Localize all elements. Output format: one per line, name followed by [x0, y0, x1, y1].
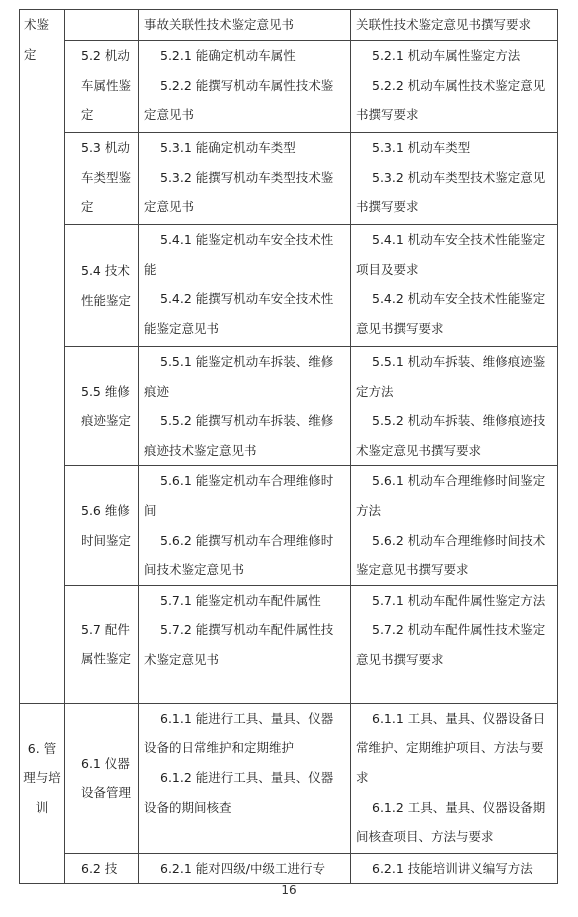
table-cell	[65, 10, 139, 41]
knowledge-item: 5.7.2 机动车配件属性技术鉴定意见书撰写要求	[356, 622, 546, 667]
knowledge-cell	[351, 133, 558, 225]
skills-cell	[139, 133, 351, 225]
knowledge-item: 6.1.1 工具、量具、仪器设备日常维护、定期维护项目、方法与要求	[356, 710, 546, 785]
unit-cell: 6.1 仪器设备管理	[65, 703, 139, 853]
table-cell: 事故关联性技术鉴定意见书	[139, 10, 351, 41]
knowledge-item: 5.2.2 机动车属性技术鉴定意见书撰写要求	[356, 77, 546, 123]
section-title: 6. 管理与培训	[20, 703, 65, 884]
knowledge-item: 5.6.2 机动车合理维修时间技术鉴定意见书撰写要求	[356, 532, 546, 578]
skill-item: 5.6.1 能鉴定机动车合理维修时间	[144, 473, 334, 518]
standards-table	[19, 9, 558, 884]
skill-item: 6.1.1 能进行工具、量具、仪器设备的日常维护和定期维护	[144, 710, 334, 756]
skill-item: 5.2.1 能确定机动车属性	[160, 48, 296, 63]
table-row	[20, 853, 558, 884]
table-row	[20, 133, 558, 225]
table-row	[20, 10, 558, 41]
skill-item: 5.2.2 能撰写机动车属性技术鉴定意见书	[144, 77, 334, 123]
knowledge-item: 5.4.1 机动车安全技术性能鉴定项目及要求	[356, 232, 546, 277]
knowledge-item: 5.5.2 机动车拆装、维修痕迹技术鉴定意见书撰写要求	[356, 413, 546, 458]
skills-cell	[139, 703, 351, 853]
knowledge-item: 6.1.2 工具、量具、仪器设备期间核查项目、方法与要求	[356, 799, 546, 845]
table-row	[20, 585, 558, 703]
page-number: 16	[281, 883, 297, 897]
unit-cell: 5.5 维修痕迹鉴定	[65, 347, 139, 466]
knowledge-item: 5.5.1 机动车拆装、维修痕迹鉴定方法	[356, 354, 546, 399]
table-row	[20, 703, 558, 853]
table-cell: 关联性技术鉴定意见书撰写要求	[351, 10, 558, 41]
table-row	[20, 466, 558, 585]
skills-cell	[139, 466, 351, 585]
unit-cell: 5.7 配件属性鉴定	[65, 585, 139, 703]
knowledge-cell	[351, 703, 558, 853]
unit-cell: 5.6 维修时间鉴定	[65, 466, 139, 585]
skill-item: 5.3.2 能撰写机动车类型技术鉴定意见书	[144, 169, 334, 215]
unit-cell: 6.2 技	[65, 853, 139, 884]
table-row	[20, 347, 558, 466]
knowledge-cell	[351, 853, 558, 884]
skill-item: 6.2.1 能对四级/中级工进行专	[160, 860, 325, 876]
skill-item: 5.4.2 能撰写机动车安全技术性能鉴定意见书	[144, 291, 334, 336]
unit-cell: 5.3 机动车类型鉴定	[65, 133, 139, 225]
skill-item: 5.4.1 能鉴定机动车安全技术性能	[144, 232, 334, 277]
skill-item: 5.7.2 能撰写机动车配件属性技术鉴定意见书	[144, 622, 334, 667]
knowledge-cell	[351, 585, 558, 703]
skills-cell	[139, 347, 351, 466]
knowledge-cell	[351, 41, 558, 133]
knowledge-cell	[351, 347, 558, 466]
skills-cell	[139, 41, 351, 133]
knowledge-cell	[351, 225, 558, 347]
skills-cell	[139, 225, 351, 347]
knowledge-cell	[351, 466, 558, 585]
skill-item: 5.5.2 能撰写机动车拆装、维修痕迹技术鉴定意见书	[144, 413, 334, 458]
unit-cell: 5.4 技术性能鉴定	[65, 225, 139, 347]
table-row	[20, 41, 558, 133]
knowledge-item: 5.6.1 机动车合理维修时间鉴定方法	[356, 473, 546, 518]
knowledge-item: 5.7.1 机动车配件属性鉴定方法	[372, 592, 546, 608]
knowledge-item: 5.3.2 机动车类型技术鉴定意见书撰写要求	[356, 169, 546, 215]
skill-item: 5.6.2 能撰写机动车合理维修时间技术鉴定意见书	[144, 532, 334, 578]
skill-item: 5.7.1 能鉴定机动车配件属性	[160, 592, 321, 608]
unit-cell: 5.2 机动车属性鉴定	[65, 41, 139, 133]
knowledge-item: 5.3.1 机动车类型	[372, 140, 471, 155]
knowledge-item: 5.2.1 机动车属性鉴定方法	[372, 48, 521, 63]
skills-cell	[139, 853, 351, 884]
table-row	[20, 225, 558, 347]
skills-cell	[139, 585, 351, 703]
knowledge-item: 6.2.1 技能培训讲义编写方法	[372, 860, 533, 876]
skill-item: 5.3.1 能确定机动车类型	[160, 140, 296, 155]
knowledge-item: 5.4.2 机动车安全技术性能鉴定意见书撰写要求	[356, 291, 546, 336]
skill-item: 5.5.1 能鉴定机动车拆装、维修痕迹	[144, 354, 334, 399]
section-title: 术鉴定	[20, 10, 65, 704]
skill-item: 6.1.2 能进行工具、量具、仪器设备的期间核查	[144, 769, 334, 815]
